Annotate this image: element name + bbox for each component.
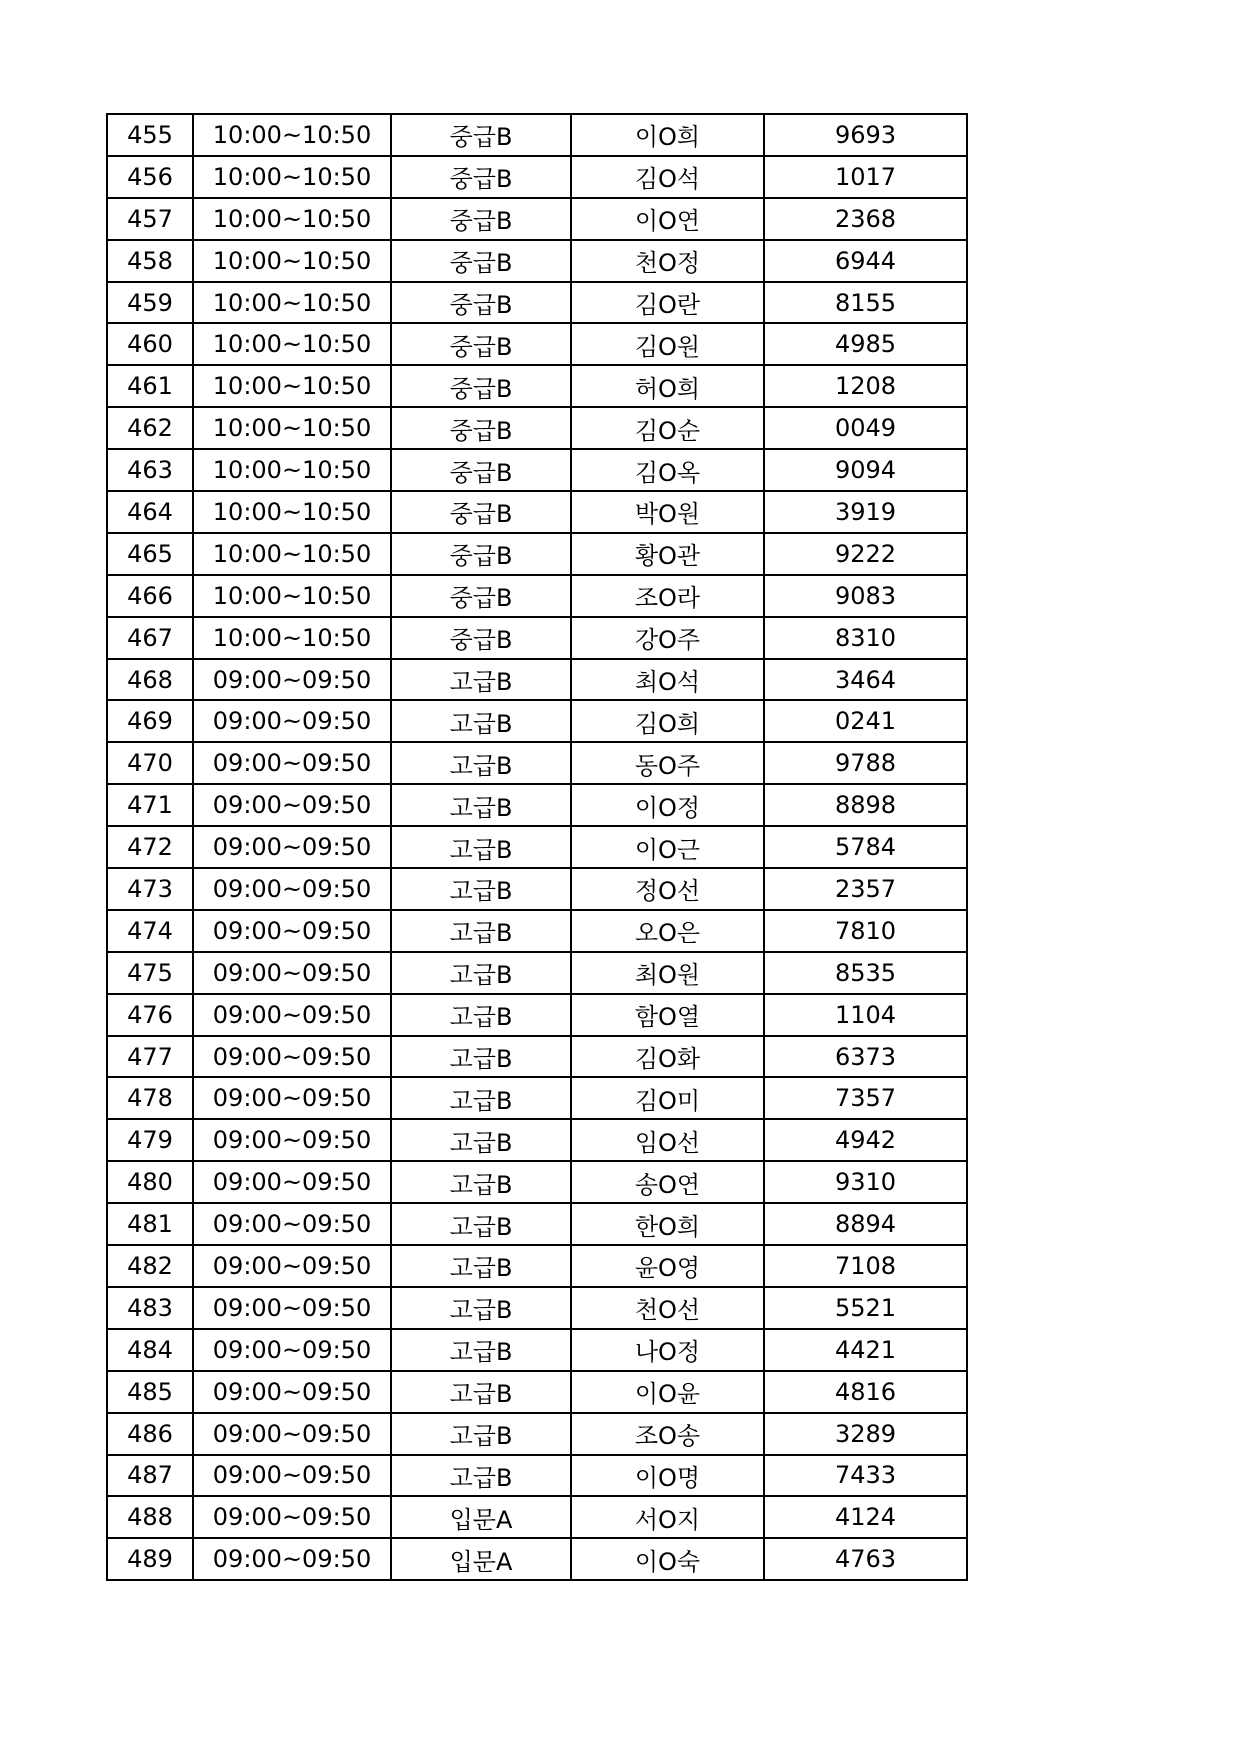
name-cell: 이O윤	[571, 1371, 764, 1413]
name-cell: 이O희	[571, 114, 764, 156]
table-row	[107, 1161, 967, 1203]
name-cell: 윤O영	[571, 1245, 764, 1287]
time-slot-cell: 09:00~09:50	[193, 1036, 391, 1078]
code-cell: 9310	[764, 1161, 967, 1203]
time-slot-cell: 10:00~10:50	[193, 407, 391, 449]
table-row	[107, 1538, 967, 1580]
level-cell: 고급B	[391, 659, 571, 701]
table-row	[107, 1036, 967, 1078]
time-slot-cell: 10:00~10:50	[193, 156, 391, 198]
level-cell: 중급B	[391, 407, 571, 449]
code-cell: 3919	[764, 491, 967, 533]
name-cell: 김O원	[571, 323, 764, 365]
code-cell: 2357	[764, 868, 967, 910]
level-cell: 고급B	[391, 1077, 571, 1119]
row-number-cell: 462	[107, 407, 193, 449]
code-cell: 6944	[764, 240, 967, 282]
level-cell: 중급B	[391, 491, 571, 533]
name-cell: 김O희	[571, 700, 764, 742]
time-slot-cell: 09:00~09:50	[193, 784, 391, 826]
level-cell: 고급B	[391, 742, 571, 784]
name-cell: 임O선	[571, 1119, 764, 1161]
code-cell: 7357	[764, 1077, 967, 1119]
level-cell: 중급B	[391, 365, 571, 407]
table-row	[107, 994, 967, 1036]
code-cell: 9094	[764, 449, 967, 491]
level-cell: 중급B	[391, 156, 571, 198]
time-slot-cell: 09:00~09:50	[193, 1119, 391, 1161]
table-row	[107, 742, 967, 784]
name-cell: 이O정	[571, 784, 764, 826]
table-row	[107, 910, 967, 952]
time-slot-cell: 09:00~09:50	[193, 1161, 391, 1203]
code-cell: 4816	[764, 1371, 967, 1413]
code-cell: 5784	[764, 826, 967, 868]
code-cell: 3464	[764, 659, 967, 701]
row-number-cell: 483	[107, 1287, 193, 1329]
table-row	[107, 1245, 967, 1287]
time-slot-cell: 09:00~09:50	[193, 659, 391, 701]
code-cell: 9788	[764, 742, 967, 784]
level-cell: 중급B	[391, 282, 571, 324]
row-number-cell: 456	[107, 156, 193, 198]
time-slot-cell: 10:00~10:50	[193, 282, 391, 324]
level-cell: 고급B	[391, 700, 571, 742]
time-slot-cell: 10:00~10:50	[193, 533, 391, 575]
code-cell: 7433	[764, 1455, 967, 1497]
level-cell: 중급B	[391, 575, 571, 617]
row-number-cell: 470	[107, 742, 193, 784]
row-number-cell: 485	[107, 1371, 193, 1413]
name-cell: 이O근	[571, 826, 764, 868]
table-row	[107, 1371, 967, 1413]
table-row	[107, 826, 967, 868]
time-slot-cell: 09:00~09:50	[193, 700, 391, 742]
code-cell: 9222	[764, 533, 967, 575]
table-row	[107, 617, 967, 659]
level-cell: 중급B	[391, 114, 571, 156]
code-cell: 9083	[764, 575, 967, 617]
time-slot-cell: 09:00~09:50	[193, 994, 391, 1036]
row-number-cell: 471	[107, 784, 193, 826]
level-cell: 중급B	[391, 323, 571, 365]
row-number-cell: 472	[107, 826, 193, 868]
row-number-cell: 457	[107, 198, 193, 240]
name-cell: 조O라	[571, 575, 764, 617]
row-number-cell: 481	[107, 1203, 193, 1245]
code-cell: 1104	[764, 994, 967, 1036]
name-cell: 황O관	[571, 533, 764, 575]
level-cell: 입문A	[391, 1538, 571, 1580]
code-cell: 0049	[764, 407, 967, 449]
table-row	[107, 700, 967, 742]
name-cell: 천O정	[571, 240, 764, 282]
row-number-cell: 475	[107, 952, 193, 994]
table-row	[107, 659, 967, 701]
level-cell: 고급B	[391, 784, 571, 826]
time-slot-cell: 10:00~10:50	[193, 198, 391, 240]
time-slot-cell: 09:00~09:50	[193, 1203, 391, 1245]
table-row	[107, 240, 967, 282]
row-number-cell: 489	[107, 1538, 193, 1580]
time-slot-cell: 10:00~10:50	[193, 617, 391, 659]
table-row	[107, 198, 967, 240]
name-cell: 박O원	[571, 491, 764, 533]
code-cell: 4763	[764, 1538, 967, 1580]
time-slot-cell: 10:00~10:50	[193, 449, 391, 491]
row-number-cell: 467	[107, 617, 193, 659]
code-cell: 4421	[764, 1329, 967, 1371]
table-row	[107, 407, 967, 449]
code-cell: 2368	[764, 198, 967, 240]
name-cell: 김O순	[571, 407, 764, 449]
table-row	[107, 1455, 967, 1497]
registration-table	[106, 113, 968, 1581]
time-slot-cell: 09:00~09:50	[193, 742, 391, 784]
row-number-cell: 458	[107, 240, 193, 282]
code-cell: 7810	[764, 910, 967, 952]
time-slot-cell: 09:00~09:50	[193, 952, 391, 994]
row-number-cell: 459	[107, 282, 193, 324]
level-cell: 고급B	[391, 1119, 571, 1161]
row-number-cell: 461	[107, 365, 193, 407]
row-number-cell: 479	[107, 1119, 193, 1161]
table-row	[107, 114, 967, 156]
row-number-cell: 468	[107, 659, 193, 701]
code-cell: 3289	[764, 1413, 967, 1455]
time-slot-cell: 09:00~09:50	[193, 1245, 391, 1287]
time-slot-cell: 09:00~09:50	[193, 826, 391, 868]
level-cell: 고급B	[391, 1036, 571, 1078]
level-cell: 고급B	[391, 1371, 571, 1413]
code-cell: 8535	[764, 952, 967, 994]
level-cell: 중급B	[391, 533, 571, 575]
level-cell: 고급B	[391, 868, 571, 910]
row-number-cell: 460	[107, 323, 193, 365]
level-cell: 고급B	[391, 910, 571, 952]
level-cell: 고급B	[391, 994, 571, 1036]
code-cell: 8894	[764, 1203, 967, 1245]
row-number-cell: 466	[107, 575, 193, 617]
name-cell: 정O선	[571, 868, 764, 910]
time-slot-cell: 09:00~09:50	[193, 868, 391, 910]
row-number-cell: 488	[107, 1496, 193, 1538]
row-number-cell: 464	[107, 491, 193, 533]
table-row	[107, 1119, 967, 1161]
level-cell: 고급B	[391, 952, 571, 994]
row-number-cell: 455	[107, 114, 193, 156]
level-cell: 고급B	[391, 1245, 571, 1287]
code-cell: 4942	[764, 1119, 967, 1161]
table-row	[107, 1287, 967, 1329]
table-row	[107, 156, 967, 198]
code-cell: 6373	[764, 1036, 967, 1078]
name-cell: 오O은	[571, 910, 764, 952]
name-cell: 허O희	[571, 365, 764, 407]
row-number-cell: 473	[107, 868, 193, 910]
row-number-cell: 474	[107, 910, 193, 952]
code-cell: 8898	[764, 784, 967, 826]
name-cell: 송O연	[571, 1161, 764, 1203]
table-row	[107, 575, 967, 617]
time-slot-cell: 09:00~09:50	[193, 1413, 391, 1455]
code-cell: 9693	[764, 114, 967, 156]
level-cell: 고급B	[391, 1455, 571, 1497]
code-cell: 1208	[764, 365, 967, 407]
name-cell: 최O석	[571, 659, 764, 701]
name-cell: 김O석	[571, 156, 764, 198]
name-cell: 이O숙	[571, 1538, 764, 1580]
name-cell: 강O주	[571, 617, 764, 659]
level-cell: 고급B	[391, 1287, 571, 1329]
level-cell: 중급B	[391, 198, 571, 240]
table-row	[107, 449, 967, 491]
table-row	[107, 533, 967, 575]
table-row	[107, 1496, 967, 1538]
row-number-cell: 477	[107, 1036, 193, 1078]
code-cell: 8155	[764, 282, 967, 324]
time-slot-cell: 10:00~10:50	[193, 114, 391, 156]
level-cell: 고급B	[391, 1413, 571, 1455]
row-number-cell: 465	[107, 533, 193, 575]
row-number-cell: 482	[107, 1245, 193, 1287]
name-cell: 김O옥	[571, 449, 764, 491]
time-slot-cell: 09:00~09:50	[193, 1329, 391, 1371]
name-cell: 천O선	[571, 1287, 764, 1329]
level-cell: 고급B	[391, 1329, 571, 1371]
name-cell: 김O화	[571, 1036, 764, 1078]
code-cell: 4124	[764, 1496, 967, 1538]
time-slot-cell: 09:00~09:50	[193, 910, 391, 952]
name-cell: 서O지	[571, 1496, 764, 1538]
name-cell: 나O정	[571, 1329, 764, 1371]
table-row	[107, 282, 967, 324]
name-cell: 김O란	[571, 282, 764, 324]
level-cell: 중급B	[391, 617, 571, 659]
time-slot-cell: 10:00~10:50	[193, 240, 391, 282]
table-row	[107, 1413, 967, 1455]
row-number-cell: 476	[107, 994, 193, 1036]
name-cell: 조O송	[571, 1413, 764, 1455]
table-row	[107, 952, 967, 994]
table-body	[107, 114, 967, 1580]
level-cell: 고급B	[391, 1161, 571, 1203]
row-number-cell: 469	[107, 700, 193, 742]
time-slot-cell: 09:00~09:50	[193, 1077, 391, 1119]
level-cell: 고급B	[391, 826, 571, 868]
level-cell: 입문A	[391, 1496, 571, 1538]
time-slot-cell: 09:00~09:50	[193, 1455, 391, 1497]
row-number-cell: 463	[107, 449, 193, 491]
level-cell: 중급B	[391, 449, 571, 491]
time-slot-cell: 10:00~10:50	[193, 491, 391, 533]
table-row	[107, 491, 967, 533]
name-cell: 최O원	[571, 952, 764, 994]
level-cell: 고급B	[391, 1203, 571, 1245]
code-cell: 8310	[764, 617, 967, 659]
code-cell: 1017	[764, 156, 967, 198]
time-slot-cell: 09:00~09:50	[193, 1287, 391, 1329]
code-cell: 4985	[764, 323, 967, 365]
time-slot-cell: 10:00~10:50	[193, 575, 391, 617]
table-row	[107, 868, 967, 910]
name-cell: 이O연	[571, 198, 764, 240]
code-cell: 5521	[764, 1287, 967, 1329]
table-row	[107, 365, 967, 407]
name-cell: 동O주	[571, 742, 764, 784]
row-number-cell: 484	[107, 1329, 193, 1371]
time-slot-cell: 09:00~09:50	[193, 1538, 391, 1580]
time-slot-cell: 09:00~09:50	[193, 1371, 391, 1413]
row-number-cell: 487	[107, 1455, 193, 1497]
time-slot-cell: 09:00~09:50	[193, 1496, 391, 1538]
code-cell: 7108	[764, 1245, 967, 1287]
name-cell: 이O명	[571, 1455, 764, 1497]
row-number-cell: 480	[107, 1161, 193, 1203]
table-row	[107, 323, 967, 365]
table-row	[107, 784, 967, 826]
row-number-cell: 486	[107, 1413, 193, 1455]
time-slot-cell: 10:00~10:50	[193, 323, 391, 365]
table-row	[107, 1077, 967, 1119]
code-cell: 0241	[764, 700, 967, 742]
level-cell: 중급B	[391, 240, 571, 282]
name-cell: 함O열	[571, 994, 764, 1036]
row-number-cell: 478	[107, 1077, 193, 1119]
name-cell: 김O미	[571, 1077, 764, 1119]
table-row	[107, 1203, 967, 1245]
time-slot-cell: 10:00~10:50	[193, 365, 391, 407]
name-cell: 한O희	[571, 1203, 764, 1245]
table-row	[107, 1329, 967, 1371]
